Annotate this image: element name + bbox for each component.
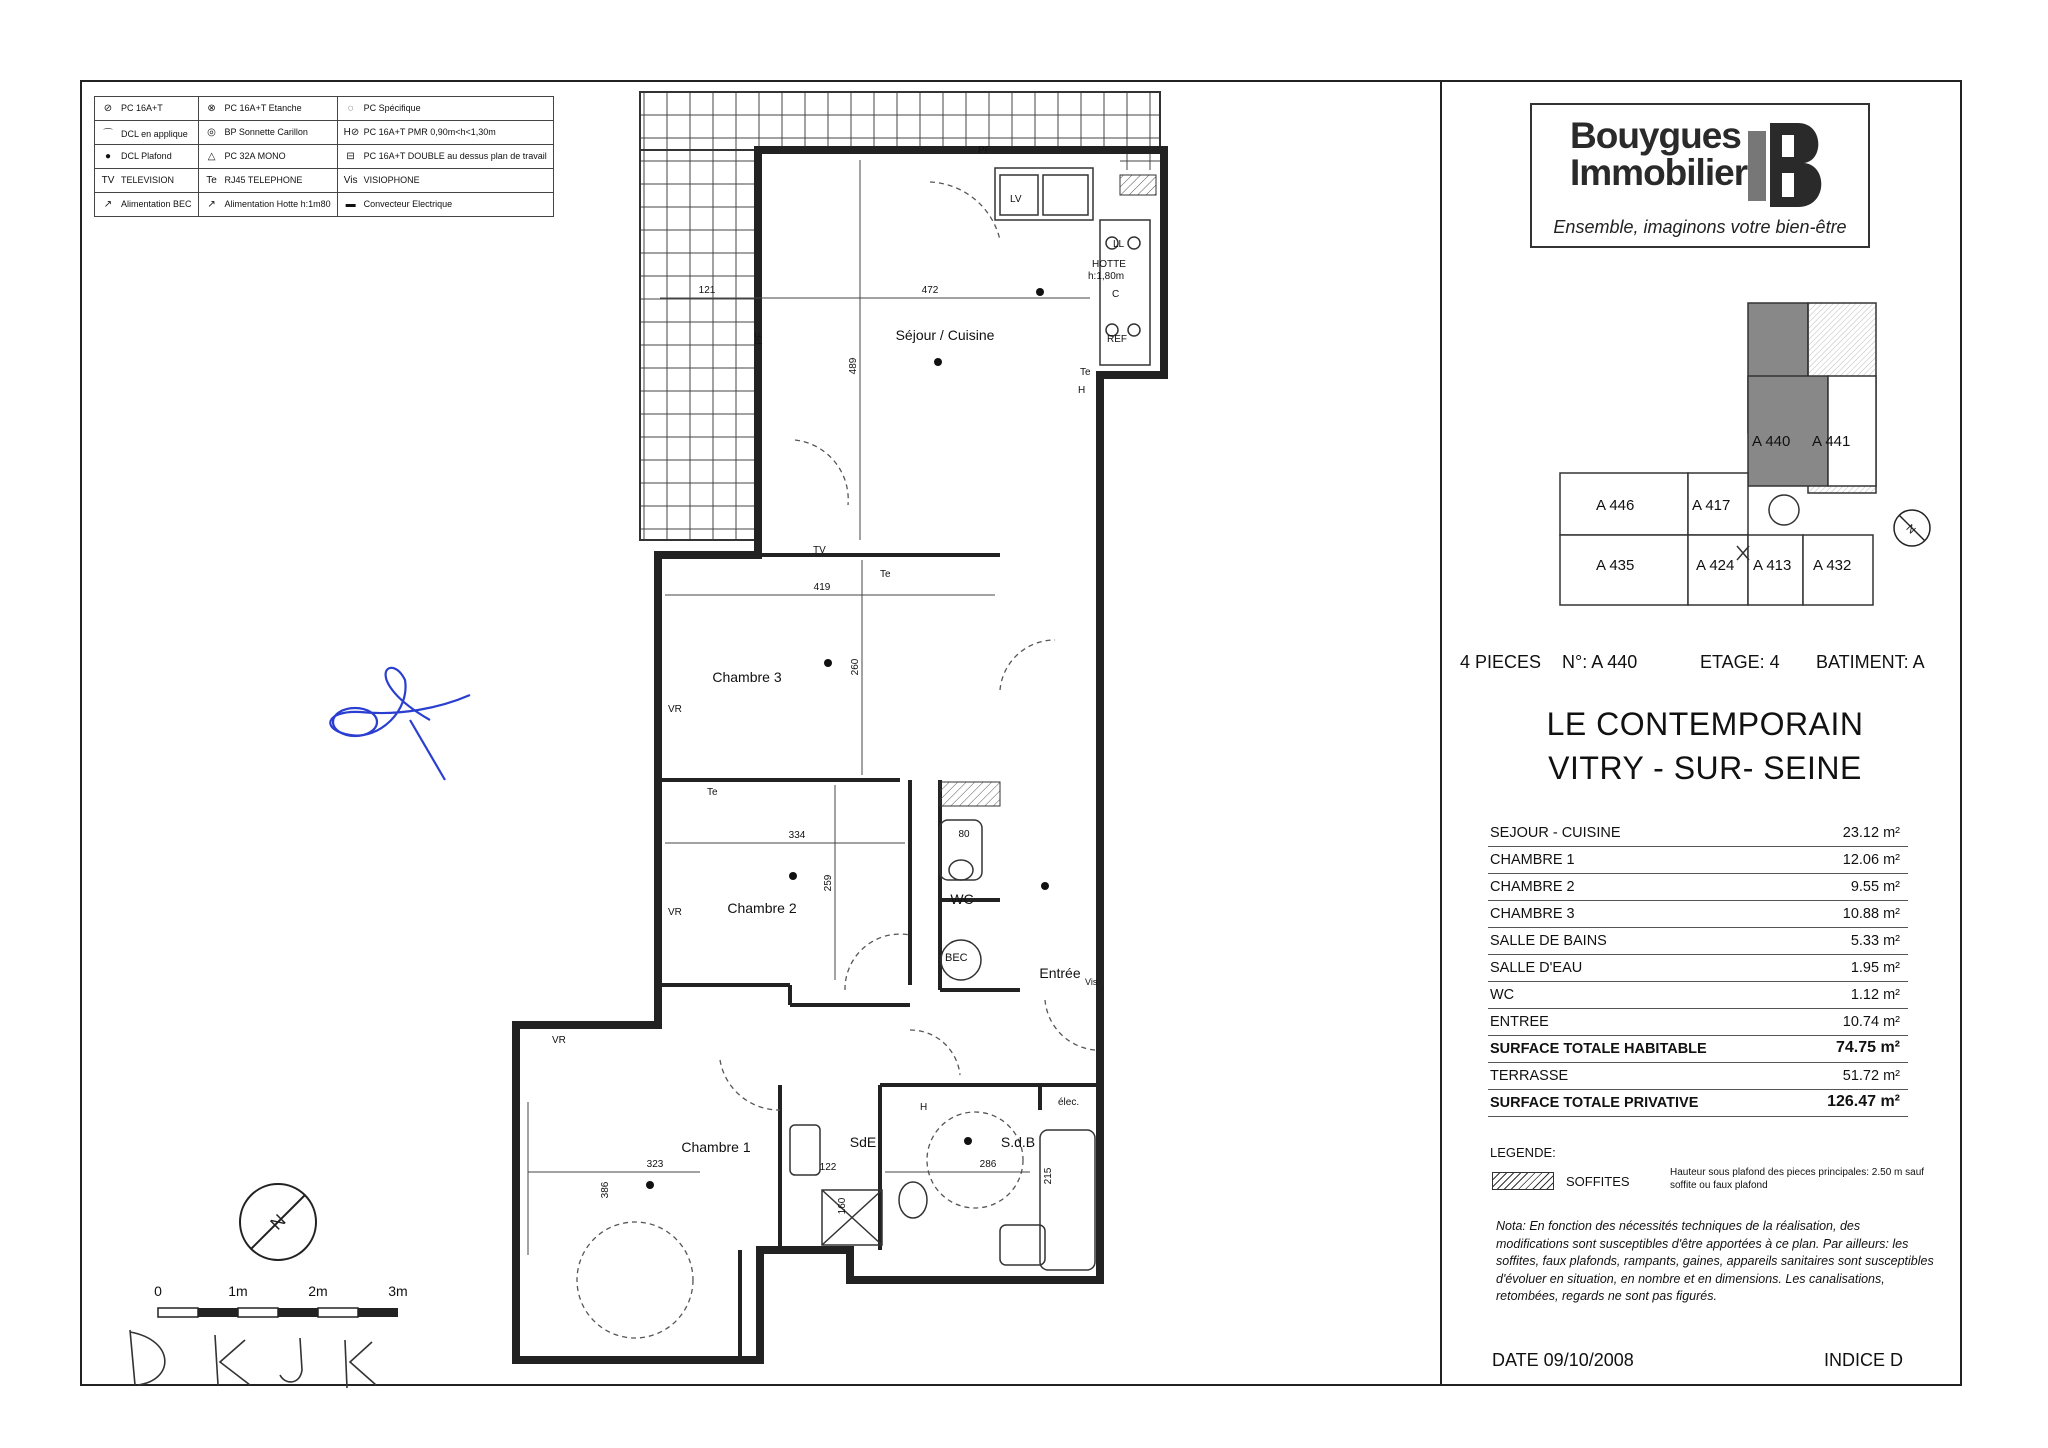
legend-label: PC 16A+T <box>121 103 163 113</box>
socket-special-icon: ◌ <box>347 103 354 114</box>
project-location: VITRY - SUR- SEINE <box>1548 750 1862 786</box>
socket-icon: ⊘ <box>103 103 113 114</box>
dimension-259: 259 <box>823 874 834 892</box>
surface-label: CHAMBRE 2 <box>1490 879 1575 895</box>
label-elec: élec. <box>1058 1097 1080 1108</box>
socket-32a-icon: △ <box>207 151 216 162</box>
unit-a424: A 424 <box>1696 557 1735 574</box>
ceiling-light-icon: ● <box>104 151 112 162</box>
scale-label-0: 0 <box>154 1283 162 1299</box>
unit-a413: A 413 <box>1753 557 1792 574</box>
label-te-sejour: Te <box>880 569 891 580</box>
inner-walls <box>516 555 1100 1360</box>
room-sde-label: SdE <box>849 1134 877 1150</box>
surface-label: WC <box>1490 987 1515 1003</box>
panel-divider <box>1440 82 1442 1384</box>
outer-walls <box>516 150 1164 1360</box>
surface-label: SALLE DE BAINS <box>1490 933 1607 949</box>
double-socket-icon: ⊟ <box>346 151 355 162</box>
label-vr-chambre2: VR <box>668 907 682 918</box>
unit-a435: A 435 <box>1596 557 1635 574</box>
nota-text: Nota: En fonction des nécessités techniques de la réalisation, des modifications sont susceptibles d'être apportées à ce plan. Par ailleurs: les soffites, faux plafonds, rampants, gaines, appareils sanitaires sont susceptibles d'évoluer en situation, en nombre et en dimensions. Les canalisations, retombées, regards ne sont pas figurés. <box>1496 1219 1934 1303</box>
wall-light-icon: ⌒ <box>103 129 113 140</box>
label-vr-chambre3: VR <box>668 704 682 715</box>
surface-label: CHAMBRE 1 <box>1490 852 1575 868</box>
surface-value: 5.33 m² <box>1850 933 1900 949</box>
surface-value: 23.12 m² <box>1842 825 1900 841</box>
surface-row <box>1488 982 1908 1009</box>
label-hotte: HOTTE <box>1092 259 1126 270</box>
legend-label: DCL Plafond <box>121 151 172 161</box>
scale-label-3m: 3m <box>388 1283 408 1299</box>
room-chambre1-label: Chambre 1 <box>681 1139 751 1155</box>
turning-circles <box>577 1112 1023 1338</box>
surface-value: 1.95 m² <box>1850 960 1900 976</box>
videophone-icon: Vis <box>343 175 358 186</box>
dimension-lines <box>528 160 1090 1255</box>
label-h-sdb: H <box>920 1102 928 1113</box>
terrace <box>640 92 1160 540</box>
legend-label: Alimentation BEC <box>121 199 192 209</box>
surface-value: 126.47 m² <box>1827 1093 1900 1110</box>
dimension-386: 386 <box>600 1181 611 1199</box>
legend-label: Alimentation Hotte h:1m80 <box>224 199 331 209</box>
label-lv: LV <box>1010 194 1022 205</box>
legend-label: PC 16A+T PMR 0,90m<h<1,30m <box>363 127 496 137</box>
room-chambre3-label: Chambre 3 <box>712 669 782 685</box>
scale-label-1m: 1m <box>228 1283 248 1299</box>
dimension-215: 215 <box>1043 1167 1054 1185</box>
dimension-122: 122 <box>819 1162 837 1173</box>
dimension-121: 121 <box>698 285 716 296</box>
dimension-286: 286 <box>979 1159 997 1170</box>
room-wc-label: WC <box>950 891 974 907</box>
ceiling-height-note: Hauteur sous plafond des pieces principales: 2.50 m sauf soffite ou faux plafond <box>1670 1167 1925 1191</box>
surface-row <box>1488 901 1908 928</box>
unit-a417: A 417 <box>1692 497 1731 514</box>
svg-text:N: N <box>266 1210 290 1234</box>
dimension-160: 160 <box>837 1197 848 1215</box>
surface-label: SURFACE TOTALE HABITABLE <box>1490 1041 1707 1057</box>
project-title: LE CONTEMPORAIN <box>1546 706 1864 742</box>
surface-value: 51.72 m² <box>1842 1068 1900 1084</box>
room-entree-label: Entrée <box>1039 965 1081 981</box>
room-sejour-label: Séjour / Cuisine <box>895 327 995 343</box>
label-vr-chambre1: VR <box>552 1035 566 1046</box>
label-pf-top: PF <box>978 145 991 156</box>
legend-label: PC 32A MONO <box>224 151 286 161</box>
info-numero: N°: A 440 <box>1562 652 1638 672</box>
drawing-date: DATE 09/10/2008 <box>1492 1350 1634 1370</box>
brand-tagline: Ensemble, imaginons votre bien-être <box>1553 217 1847 237</box>
surface-value: 74.75 m² <box>1835 1039 1900 1056</box>
label-bec: BEC <box>945 952 968 964</box>
info-etage: ETAGE: 4 <box>1700 652 1780 672</box>
hood-supply-icon: ↗ <box>207 199 216 210</box>
brand-name <box>1570 117 1747 191</box>
handwritten-initials <box>130 1330 376 1388</box>
brand-b-icon <box>1748 123 1828 207</box>
brand-name-line2: Immobilier <box>1570 152 1748 193</box>
label-ref: REF <box>1107 334 1127 345</box>
surface-table <box>1488 820 1908 1117</box>
drawing-index: INDICE D <box>1824 1350 1904 1370</box>
legend-label: PC 16A+T Etanche <box>224 103 302 113</box>
info-batiment: BATIMENT: A <box>1816 652 1925 672</box>
dimension-472: 472 <box>921 285 939 296</box>
unit-a432: A 432 <box>1813 557 1852 574</box>
legend-label: TELEVISION <box>121 175 175 185</box>
label-vis: Vis <box>1085 977 1098 987</box>
keyplan-north-icon <box>1894 510 1930 546</box>
surface-row <box>1488 928 1908 955</box>
dimension-419: 419 <box>813 582 831 593</box>
surface-label: CHAMBRE 3 <box>1490 906 1575 922</box>
legend-label: RJ45 TELEPHONE <box>224 175 303 185</box>
surface-label: SALLE D'EAU <box>1490 960 1583 976</box>
label-c: C <box>1112 289 1120 300</box>
convector-icon: ▬ <box>345 199 356 210</box>
unit-a441: A 441 <box>1812 433 1851 450</box>
svg-text:N: N <box>1903 522 1918 537</box>
surface-value: 10.74 m² <box>1842 1014 1900 1030</box>
legend-label: PC 16A+T DOUBLE au dessus plan de travail <box>363 151 547 161</box>
soffite-label: SOFFITES <box>1566 1174 1630 1189</box>
brand-name-line1: Bouygues <box>1570 115 1741 156</box>
bec-supply-icon: ↗ <box>103 199 113 210</box>
surface-row <box>1488 820 1908 847</box>
info-pieces: 4 PIECES <box>1460 652 1542 672</box>
label-hotte-height: h:1,80m <box>1088 271 1125 282</box>
scale-bar <box>154 1283 408 1317</box>
room-chambre2-label: Chambre 2 <box>727 900 797 916</box>
room-sdb-label: S.d.B <box>1000 1134 1036 1150</box>
socket-pmr-icon: H⊘ <box>343 127 360 138</box>
dimension-334: 334 <box>788 830 806 841</box>
handwritten-signature <box>330 668 470 780</box>
legend-label: PC Spécifique <box>363 103 421 113</box>
brand-logo <box>1530 103 1870 248</box>
label-ll: LL <box>1113 239 1125 250</box>
surface-row <box>1488 874 1908 901</box>
tv-icon: TV <box>101 175 115 186</box>
soffite-swatch <box>1492 1172 1554 1190</box>
surface-label: ENTREE <box>1490 1014 1549 1030</box>
surface-row <box>1488 847 1908 874</box>
label-tv: TV <box>813 545 826 556</box>
surface-row <box>1488 1063 1908 1090</box>
dimension-80: 80 <box>958 829 970 840</box>
dimension-260: 260 <box>850 658 861 676</box>
surface-value: 1.12 m² <box>1850 987 1900 1003</box>
unit-a440: A 440 <box>1752 433 1791 450</box>
legend-label: VISIOPHONE <box>363 175 420 185</box>
label-h-kitchen: H <box>1078 385 1086 396</box>
surface-label: TERRASSE <box>1490 1068 1569 1084</box>
legend-label: Convecteur Electrique <box>363 199 453 209</box>
surface-label: SEJOUR - CUISINE <box>1490 825 1621 841</box>
label-pf-side: PF <box>754 332 765 345</box>
doorbell-icon: ◎ <box>207 127 216 138</box>
surface-value: 10.88 m² <box>1842 906 1900 922</box>
surface-value: 12.06 m² <box>1842 852 1900 868</box>
dimension-489: 489 <box>848 357 859 375</box>
surface-row <box>1488 1009 1908 1036</box>
label-te-kitchen: Te <box>1080 367 1091 378</box>
dimension-323: 323 <box>646 1159 664 1170</box>
surface-value: 9.55 m² <box>1850 879 1900 895</box>
surface-label: SURFACE TOTALE PRIVATIVE <box>1490 1095 1699 1111</box>
label-te-chambre2: Te <box>707 787 718 798</box>
surface-row <box>1488 1090 1908 1117</box>
scale-label-2m: 2m <box>308 1283 328 1299</box>
north-arrow-icon <box>240 1184 316 1260</box>
surface-row <box>1488 955 1908 982</box>
rj45-icon: Te <box>206 175 217 186</box>
socket-sealed-icon: ⊗ <box>207 103 216 114</box>
unit-a446: A 446 <box>1596 497 1635 514</box>
sanitary-fixtures <box>790 820 1095 1270</box>
legend-label: BP Sonnette Carillon <box>224 127 308 137</box>
legende-title: LEGENDE: <box>1490 1145 1556 1160</box>
key-plan <box>1550 298 1940 618</box>
legend-label: DCL en applique <box>121 129 188 139</box>
surface-row <box>1488 1036 1908 1063</box>
